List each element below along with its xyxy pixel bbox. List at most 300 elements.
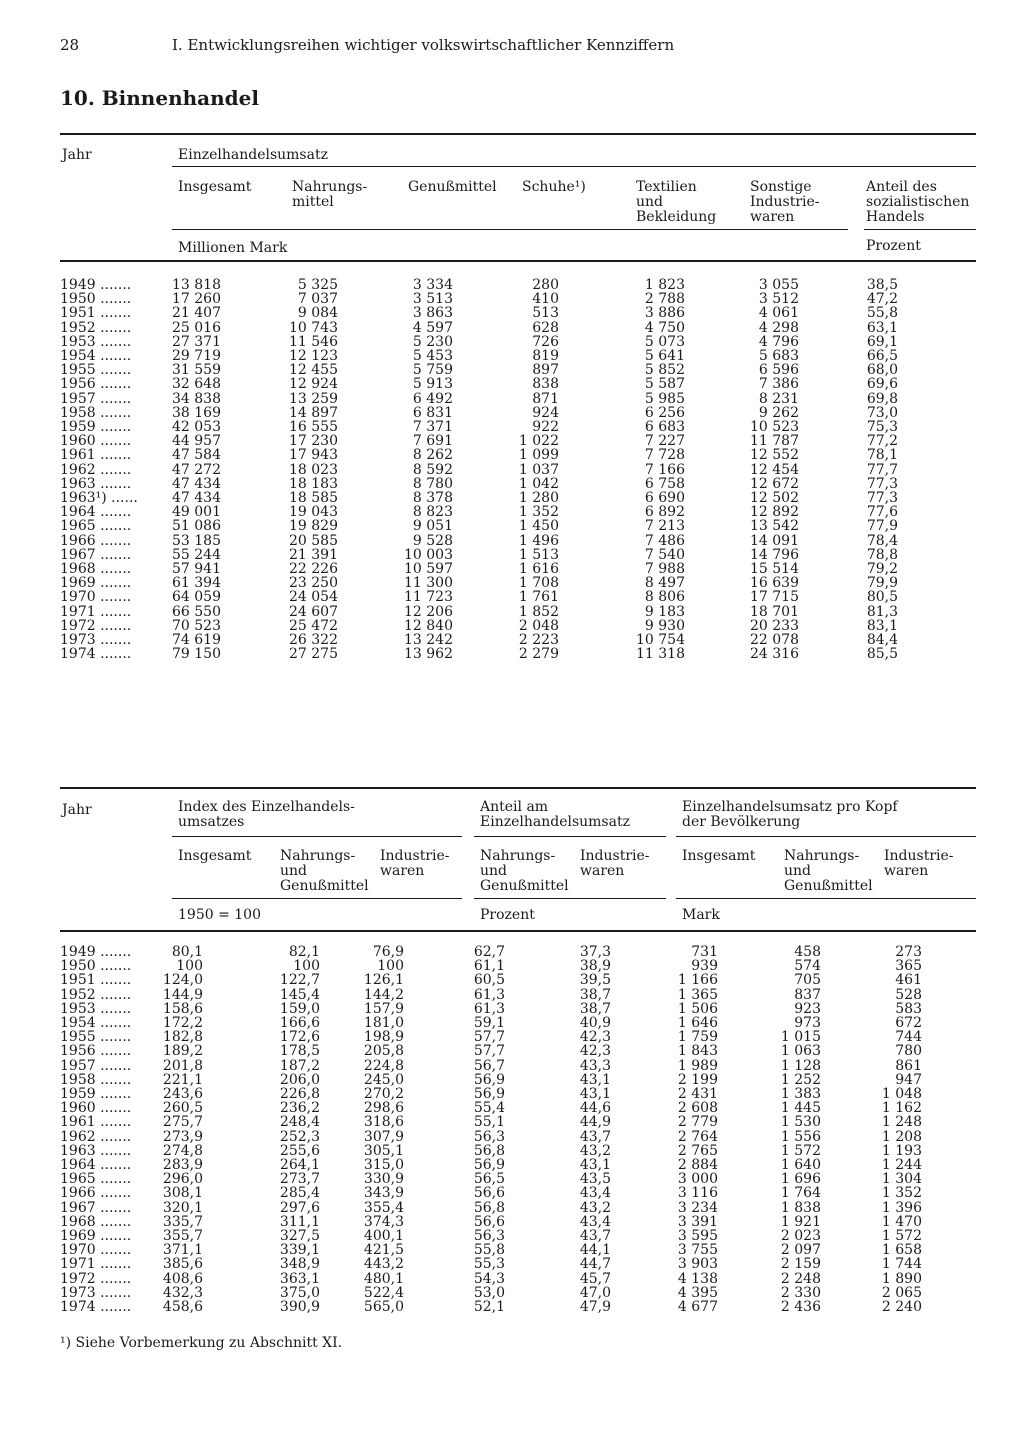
index-insgesamt-cell: 274,8 bbox=[162, 1142, 203, 1159]
genussmittel-cell: 5 230 bbox=[412, 333, 453, 350]
nahrungsmittel-cell: 22 226 bbox=[289, 561, 338, 577]
table1-unit-rule-right bbox=[864, 229, 976, 230]
nahrungsmittel-cell: 5 325 bbox=[297, 277, 338, 293]
table2-col-kopf-nahrung: Nahrungs- und Genußmittel bbox=[784, 848, 873, 894]
year-cell: 1959 ....... bbox=[60, 419, 132, 435]
anteil-nahrung-cell: 56,5 bbox=[473, 1171, 505, 1188]
nahrungsmittel-cell: 19 829 bbox=[289, 518, 338, 535]
anteil-nahrung-cell: 52,1 bbox=[473, 1299, 505, 1315]
anteil-nahrung-cell: 57,7 bbox=[473, 1043, 505, 1060]
sonstige-cell: 11 787 bbox=[750, 433, 799, 450]
insgesamt-cell: 47 272 bbox=[172, 461, 221, 478]
index-insgesamt-cell: 100 bbox=[176, 958, 203, 975]
year-cell: 1956 ....... bbox=[60, 376, 132, 393]
kopf-insgesamt-cell: 2 884 bbox=[677, 1157, 718, 1173]
table2-header-bottom-rule bbox=[60, 930, 976, 932]
year-cell: 1962 ....... bbox=[60, 1128, 132, 1145]
index-insgesamt-cell: 275,7 bbox=[162, 1114, 203, 1131]
kopf-industrie-cell: 1 572 bbox=[881, 1228, 922, 1244]
anteil-nahrung-cell: 60,5 bbox=[473, 972, 505, 989]
table1-col-schuhe: Schuhe¹) bbox=[522, 179, 586, 195]
year-cell: 1963¹) ...... bbox=[60, 490, 138, 506]
kopf-industrie-cell: 1 470 bbox=[881, 1213, 922, 1230]
table2-unit-rule-3 bbox=[676, 898, 976, 899]
year-cell: 1957 ....... bbox=[60, 1057, 132, 1074]
textilien-cell: 5 852 bbox=[644, 362, 685, 379]
insgesamt-cell: 27 371 bbox=[172, 333, 221, 350]
table2-unit-prozent: Prozent bbox=[480, 907, 535, 923]
kopf-insgesamt-cell: 1 989 bbox=[677, 1057, 718, 1074]
kopf-insgesamt-cell: 4 395 bbox=[677, 1284, 718, 1301]
anteil-nahrung-cell: 56,7 bbox=[473, 1057, 505, 1074]
nahrungsmittel-cell: 17 943 bbox=[289, 447, 338, 464]
sonstige-cell: 18 701 bbox=[750, 603, 799, 620]
table2-group-anteil: Anteil am Einzelhandelsumsatz bbox=[480, 799, 630, 830]
anteil-cell: 79,2 bbox=[866, 561, 898, 577]
insgesamt-cell: 79 150 bbox=[172, 646, 221, 663]
textilien-cell: 6 256 bbox=[644, 404, 685, 421]
anteil-nahrung-cell: 55,3 bbox=[473, 1256, 505, 1273]
year-cell: 1960 ....... bbox=[60, 433, 132, 450]
kopf-insgesamt-cell: 3 234 bbox=[677, 1199, 718, 1216]
kopf-industrie-cell: 744 bbox=[895, 1029, 922, 1046]
sonstige-cell: 16 639 bbox=[750, 575, 799, 592]
anteil-industrie-cell: 43,4 bbox=[579, 1213, 611, 1230]
genussmittel-cell: 6 492 bbox=[412, 390, 453, 407]
kopf-nahrung-cell: 1 556 bbox=[780, 1128, 821, 1145]
index-nahrung-cell: 375,0 bbox=[279, 1284, 320, 1301]
anteil-nahrung-cell: 55,4 bbox=[473, 1100, 505, 1117]
kopf-insgesamt-cell: 4 138 bbox=[677, 1270, 718, 1287]
index-nahrung-cell: 285,4 bbox=[279, 1185, 320, 1202]
index-nahrung-cell: 252,3 bbox=[279, 1128, 320, 1145]
index-industrie-cell: 157,9 bbox=[363, 1000, 404, 1017]
textilien-cell: 6 690 bbox=[644, 490, 685, 506]
sonstige-cell: 12 892 bbox=[750, 504, 799, 521]
anteil-cell: 77,2 bbox=[866, 433, 898, 450]
kopf-industrie-cell: 1 744 bbox=[881, 1256, 922, 1273]
year-cell: 1966 ....... bbox=[60, 532, 132, 549]
textilien-cell: 2 788 bbox=[644, 291, 685, 308]
kopf-nahrung-cell: 1 921 bbox=[780, 1213, 821, 1230]
index-insgesamt-cell: 371,1 bbox=[162, 1242, 203, 1259]
schuhe-cell: 628 bbox=[532, 319, 559, 336]
insgesamt-cell: 47 434 bbox=[172, 490, 221, 506]
year-cell: 1949 ....... bbox=[60, 277, 132, 293]
insgesamt-cell: 31 559 bbox=[172, 362, 221, 379]
textilien-cell: 7 540 bbox=[644, 546, 685, 563]
kopf-insgesamt-cell: 3 391 bbox=[677, 1213, 718, 1230]
genussmittel-cell: 7 371 bbox=[412, 419, 453, 435]
textilien-cell: 7 988 bbox=[644, 561, 685, 577]
index-industrie-cell: 315,0 bbox=[363, 1157, 404, 1173]
genussmittel-cell: 7 691 bbox=[412, 433, 453, 450]
year-cell: 1954 ....... bbox=[60, 348, 132, 364]
table2-col-index-nahrung: Nahrungs- und Genußmittel bbox=[280, 848, 369, 894]
schuhe-cell: 838 bbox=[532, 376, 559, 393]
kopf-nahrung-cell: 705 bbox=[794, 972, 821, 989]
table2-col-index-industrie: Industrie- waren bbox=[380, 848, 450, 879]
kopf-nahrung-cell: 1 015 bbox=[780, 1029, 821, 1046]
index-nahrung-cell: 206,0 bbox=[279, 1071, 320, 1088]
textilien-cell: 6 758 bbox=[644, 475, 685, 492]
anteil-industrie-cell: 43,7 bbox=[579, 1228, 611, 1244]
index-industrie-cell: 400,1 bbox=[363, 1228, 404, 1244]
kopf-nahrung-cell: 1 128 bbox=[780, 1057, 821, 1074]
kopf-insgesamt-cell: 2 431 bbox=[677, 1086, 718, 1102]
year-cell: 1969 ....... bbox=[60, 1228, 132, 1244]
textilien-cell: 7 728 bbox=[644, 447, 685, 464]
anteil-cell: 68,0 bbox=[866, 362, 898, 379]
kopf-industrie-cell: 1 658 bbox=[881, 1242, 922, 1259]
insgesamt-cell: 25 016 bbox=[172, 319, 221, 336]
anteil-industrie-cell: 44,1 bbox=[579, 1242, 611, 1259]
kopf-industrie-cell: 1 048 bbox=[881, 1086, 922, 1102]
kopf-insgesamt-cell: 2 764 bbox=[677, 1128, 718, 1145]
year-cell: 1973 ....... bbox=[60, 632, 132, 648]
genussmittel-cell: 9 528 bbox=[412, 532, 453, 549]
nahrungsmittel-cell: 7 037 bbox=[297, 291, 338, 308]
index-nahrung-cell: 339,1 bbox=[279, 1242, 320, 1259]
year-cell: 1950 ....... bbox=[60, 291, 132, 308]
genussmittel-cell: 5 913 bbox=[412, 376, 453, 393]
anteil-cell: 81,3 bbox=[866, 603, 898, 620]
genussmittel-cell: 3 863 bbox=[412, 305, 453, 322]
table1-col-nahrungsmittel: Nahrungs- mittel bbox=[292, 179, 368, 210]
anteil-industrie-cell: 38,7 bbox=[579, 1000, 611, 1017]
index-insgesamt-cell: 260,5 bbox=[162, 1100, 203, 1117]
index-insgesamt-cell: 144,9 bbox=[162, 986, 203, 1003]
table2-unit-rule-2 bbox=[474, 898, 666, 899]
kopf-nahrung-cell: 1 063 bbox=[780, 1043, 821, 1060]
sonstige-cell: 12 552 bbox=[750, 447, 799, 464]
year-cell: 1972 ....... bbox=[60, 1270, 132, 1287]
insgesamt-cell: 74 619 bbox=[172, 632, 221, 648]
genussmittel-cell: 12 840 bbox=[404, 617, 453, 634]
kopf-nahrung-cell: 574 bbox=[794, 958, 821, 975]
sonstige-cell: 4 796 bbox=[758, 333, 799, 350]
anteil-industrie-cell: 38,9 bbox=[579, 958, 611, 975]
anteil-nahrung-cell: 56,3 bbox=[473, 1128, 505, 1145]
index-industrie-cell: 224,8 bbox=[363, 1057, 404, 1074]
genussmittel-cell: 5 453 bbox=[412, 348, 453, 364]
index-nahrung-cell: 264,1 bbox=[279, 1157, 320, 1173]
genussmittel-cell: 5 759 bbox=[412, 362, 453, 379]
insgesamt-cell: 44 957 bbox=[172, 433, 221, 450]
anteil-cell: 73,0 bbox=[866, 404, 898, 421]
index-industrie-cell: 355,4 bbox=[363, 1199, 404, 1216]
index-industrie-cell: 205,8 bbox=[363, 1043, 404, 1060]
year-cell: 1965 ....... bbox=[60, 518, 132, 535]
anteil-cell: 77,6 bbox=[866, 504, 898, 521]
year-cell: 1970 ....... bbox=[60, 589, 132, 606]
insgesamt-cell: 53 185 bbox=[172, 532, 221, 549]
year-cell: 1969 ....... bbox=[60, 575, 132, 592]
textilien-cell: 6 892 bbox=[644, 504, 685, 521]
kopf-nahrung-cell: 837 bbox=[794, 986, 821, 1003]
table2-col-kopf-industrie: Industrie- waren bbox=[884, 848, 954, 879]
index-industrie-cell: 245,0 bbox=[363, 1071, 404, 1088]
insgesamt-cell: 21 407 bbox=[172, 305, 221, 322]
index-industrie-cell: 198,9 bbox=[363, 1029, 404, 1046]
year-cell: 1961 ....... bbox=[60, 1114, 132, 1131]
year-cell: 1971 ....... bbox=[60, 1256, 132, 1273]
insgesamt-cell: 61 394 bbox=[172, 575, 221, 592]
genussmittel-cell: 8 823 bbox=[412, 504, 453, 521]
year-cell: 1953 ....... bbox=[60, 1000, 132, 1017]
table2-group-rule-2 bbox=[474, 836, 666, 837]
table2-unit-index: 1950 = 100 bbox=[178, 907, 261, 923]
anteil-industrie-cell: 43,2 bbox=[579, 1199, 611, 1216]
kopf-industrie-cell: 861 bbox=[895, 1057, 922, 1074]
sonstige-cell: 15 514 bbox=[750, 561, 799, 577]
year-cell: 1955 ....... bbox=[60, 362, 132, 379]
kopf-nahrung-cell: 1 445 bbox=[780, 1100, 821, 1117]
kopf-nahrung-cell: 1 530 bbox=[780, 1114, 821, 1131]
genussmittel-cell: 3 334 bbox=[412, 277, 453, 293]
anteil-cell: 69,8 bbox=[866, 390, 898, 407]
footnote: ¹) Siehe Vorbemerkung zu Abschnitt XI. bbox=[60, 1335, 343, 1351]
schuhe-cell: 1 280 bbox=[518, 490, 559, 506]
nahrungsmittel-cell: 12 924 bbox=[289, 376, 338, 393]
anteil-cell: 38,5 bbox=[866, 277, 898, 293]
schuhe-cell: 726 bbox=[532, 333, 559, 350]
anteil-nahrung-cell: 55,8 bbox=[473, 1242, 505, 1259]
anteil-nahrung-cell: 62,7 bbox=[473, 944, 505, 960]
textilien-cell: 8 497 bbox=[644, 575, 685, 592]
schuhe-cell: 1 022 bbox=[518, 433, 559, 450]
year-cell: 1952 ....... bbox=[60, 319, 132, 336]
kopf-industrie-cell: 1 208 bbox=[881, 1128, 922, 1145]
year-cell: 1963 ....... bbox=[60, 1142, 132, 1159]
table1-stub-head: Jahr bbox=[62, 147, 92, 163]
index-nahrung-cell: 172,6 bbox=[279, 1029, 320, 1046]
index-nahrung-cell: 348,9 bbox=[279, 1256, 320, 1273]
kopf-industrie-cell: 1 248 bbox=[881, 1114, 922, 1131]
table2-col-anteil-nahrung: Nahrungs- und Genußmittel bbox=[480, 848, 569, 894]
anteil-cell: 66,5 bbox=[866, 348, 898, 364]
sonstige-cell: 24 316 bbox=[750, 646, 799, 663]
table1-header-bottom-rule bbox=[60, 260, 976, 262]
anteil-industrie-cell: 43,4 bbox=[579, 1185, 611, 1202]
kopf-nahrung-cell: 973 bbox=[794, 1015, 821, 1031]
anteil-nahrung-cell: 57,7 bbox=[473, 1029, 505, 1046]
kopf-nahrung-cell: 1 572 bbox=[780, 1142, 821, 1159]
page-number: 28 bbox=[60, 36, 80, 54]
kopf-industrie-cell: 1 396 bbox=[881, 1199, 922, 1216]
table2-group-rule-1 bbox=[172, 836, 462, 837]
genussmittel-cell: 3 513 bbox=[412, 291, 453, 308]
sonstige-cell: 4 061 bbox=[758, 305, 799, 322]
index-nahrung-cell: 248,4 bbox=[279, 1114, 320, 1131]
index-industrie-cell: 421,5 bbox=[363, 1242, 404, 1259]
kopf-insgesamt-cell: 1 646 bbox=[677, 1015, 718, 1031]
schuhe-cell: 280 bbox=[532, 277, 559, 293]
anteil-nahrung-cell: 56,8 bbox=[473, 1199, 505, 1216]
table2-unit-rule-1 bbox=[172, 898, 462, 899]
year-cell: 1967 ....... bbox=[60, 1199, 132, 1216]
anteil-cell: 63,1 bbox=[866, 319, 898, 336]
kopf-insgesamt-cell: 1 365 bbox=[677, 986, 718, 1003]
nahrungsmittel-cell: 27 275 bbox=[289, 646, 338, 663]
kopf-insgesamt-cell: 3 903 bbox=[677, 1256, 718, 1273]
anteil-industrie-cell: 47,0 bbox=[579, 1284, 611, 1301]
index-insgesamt-cell: 273,9 bbox=[162, 1128, 203, 1145]
index-nahrung-cell: 159,0 bbox=[279, 1000, 320, 1017]
anteil-industrie-cell: 42,3 bbox=[579, 1029, 611, 1046]
kopf-industrie-cell: 2 065 bbox=[881, 1284, 922, 1301]
nahrungsmittel-cell: 16 555 bbox=[289, 419, 338, 435]
index-nahrung-cell: 122,7 bbox=[279, 972, 320, 989]
anteil-nahrung-cell: 61,3 bbox=[473, 1000, 505, 1017]
textilien-cell: 10 754 bbox=[636, 632, 685, 648]
nahrungsmittel-cell: 10 743 bbox=[289, 319, 338, 336]
table2-col-kopf-insgesamt: Insgesamt bbox=[682, 848, 756, 864]
index-insgesamt-cell: 124,0 bbox=[162, 972, 203, 989]
genussmittel-cell: 13 242 bbox=[404, 632, 453, 648]
table2-col-anteil-industrie: Industrie- waren bbox=[580, 848, 650, 879]
kopf-nahrung-cell: 2 023 bbox=[780, 1228, 821, 1244]
anteil-industrie-cell: 43,2 bbox=[579, 1142, 611, 1159]
index-nahrung-cell: 145,4 bbox=[279, 986, 320, 1003]
index-insgesamt-cell: 221,1 bbox=[162, 1071, 203, 1088]
anteil-industrie-cell: 44,9 bbox=[579, 1114, 611, 1131]
year-cell: 1965 ....... bbox=[60, 1171, 132, 1188]
table1-group-head: Einzelhandelsumsatz bbox=[178, 147, 328, 163]
anteil-cell: 80,5 bbox=[866, 589, 898, 606]
schuhe-cell: 1 352 bbox=[518, 504, 559, 521]
kopf-industrie-cell: 583 bbox=[895, 1000, 922, 1017]
textilien-cell: 7 227 bbox=[644, 433, 685, 450]
genussmittel-cell: 13 962 bbox=[404, 646, 453, 663]
kopf-nahrung-cell: 1 764 bbox=[780, 1185, 821, 1202]
table1-group-rule bbox=[172, 166, 976, 167]
anteil-industrie-cell: 43,1 bbox=[579, 1157, 611, 1173]
year-cell: 1974 ....... bbox=[60, 646, 132, 663]
sonstige-cell: 8 231 bbox=[758, 390, 799, 407]
index-nahrung-cell: 311,1 bbox=[279, 1213, 320, 1230]
genussmittel-cell: 8 378 bbox=[412, 490, 453, 506]
index-industrie-cell: 126,1 bbox=[363, 972, 404, 989]
index-insgesamt-cell: 320,1 bbox=[162, 1199, 203, 1216]
year-cell: 1964 ....... bbox=[60, 504, 132, 521]
sonstige-cell: 10 523 bbox=[750, 419, 799, 435]
index-industrie-cell: 443,2 bbox=[363, 1256, 404, 1273]
kopf-industrie-cell: 1 352 bbox=[881, 1185, 922, 1202]
nahrungsmittel-cell: 24 054 bbox=[289, 589, 338, 606]
anteil-industrie-cell: 43,3 bbox=[579, 1057, 611, 1074]
kopf-insgesamt-cell: 2 608 bbox=[677, 1100, 718, 1117]
nahrungsmittel-cell: 19 043 bbox=[289, 504, 338, 521]
nahrungsmittel-cell: 20 585 bbox=[289, 532, 338, 549]
anteil-industrie-cell: 37,3 bbox=[579, 944, 611, 960]
genussmittel-cell: 11 723 bbox=[404, 589, 453, 606]
schuhe-cell: 819 bbox=[532, 348, 559, 364]
insgesamt-cell: 51 086 bbox=[172, 518, 221, 535]
anteil-industrie-cell: 44,7 bbox=[579, 1256, 611, 1273]
kopf-industrie-cell: 1 244 bbox=[881, 1157, 922, 1173]
year-cell: 1970 ....... bbox=[60, 1242, 132, 1259]
index-insgesamt-cell: 80,1 bbox=[171, 944, 203, 960]
nahrungsmittel-cell: 24 607 bbox=[289, 603, 338, 620]
textilien-cell: 5 587 bbox=[644, 376, 685, 393]
kopf-industrie-cell: 672 bbox=[895, 1015, 922, 1031]
anteil-cell: 55,8 bbox=[866, 305, 898, 322]
year-cell: 1971 ....... bbox=[60, 603, 132, 620]
schuhe-cell: 1 496 bbox=[518, 532, 559, 549]
kopf-nahrung-cell: 923 bbox=[794, 1000, 821, 1017]
year-cell: 1961 ....... bbox=[60, 447, 132, 464]
table2-top-rule bbox=[60, 787, 976, 789]
table2-stub-head: Jahr bbox=[62, 802, 92, 818]
sonstige-cell: 5 683 bbox=[758, 348, 799, 364]
insgesamt-cell: 55 244 bbox=[172, 546, 221, 563]
index-insgesamt-cell: 201,8 bbox=[162, 1057, 203, 1074]
anteil-nahrung-cell: 56,8 bbox=[473, 1142, 505, 1159]
kopf-industrie-cell: 1 193 bbox=[881, 1142, 922, 1159]
index-insgesamt-cell: 432,3 bbox=[162, 1284, 203, 1301]
index-insgesamt-cell: 182,8 bbox=[162, 1029, 203, 1046]
index-nahrung-cell: 82,1 bbox=[288, 944, 320, 960]
index-nahrung-cell: 390,9 bbox=[279, 1299, 320, 1315]
index-nahrung-cell: 297,6 bbox=[279, 1199, 320, 1216]
kopf-insgesamt-cell: 2 765 bbox=[677, 1142, 718, 1159]
anteil-cell: 78,1 bbox=[866, 447, 898, 464]
index-insgesamt-cell: 283,9 bbox=[162, 1157, 203, 1173]
kopf-insgesamt-cell: 3 755 bbox=[677, 1242, 718, 1259]
anteil-cell: 77,9 bbox=[866, 518, 898, 535]
year-cell: 1956 ....... bbox=[60, 1043, 132, 1060]
index-nahrung-cell: 327,5 bbox=[279, 1228, 320, 1244]
anteil-nahrung-cell: 56,9 bbox=[473, 1086, 505, 1102]
year-cell: 1951 ....... bbox=[60, 305, 132, 322]
table2-body bbox=[60, 945, 976, 1320]
anteil-nahrung-cell: 53,0 bbox=[473, 1284, 505, 1301]
sonstige-cell: 7 386 bbox=[758, 376, 799, 393]
anteil-industrie-cell: 43,1 bbox=[579, 1086, 611, 1102]
kopf-industrie-cell: 528 bbox=[895, 986, 922, 1003]
genussmittel-cell: 10 597 bbox=[404, 561, 453, 577]
kopf-industrie-cell: 461 bbox=[895, 972, 922, 989]
genussmittel-cell: 11 300 bbox=[404, 575, 453, 592]
year-cell: 1958 ....... bbox=[60, 1071, 132, 1088]
index-industrie-cell: 522,4 bbox=[363, 1284, 404, 1301]
genussmittel-cell: 8 780 bbox=[412, 475, 453, 492]
kopf-nahrung-cell: 2 330 bbox=[780, 1284, 821, 1301]
kopf-insgesamt-cell: 939 bbox=[691, 958, 718, 975]
index-nahrung-cell: 100 bbox=[293, 958, 320, 975]
year-cell: 1972 ....... bbox=[60, 617, 132, 634]
kopf-insgesamt-cell: 1 759 bbox=[677, 1029, 718, 1046]
index-insgesamt-cell: 408,6 bbox=[162, 1270, 203, 1287]
table-row bbox=[60, 647, 976, 662]
insgesamt-cell: 32 648 bbox=[172, 376, 221, 393]
textilien-cell: 9 183 bbox=[644, 603, 685, 620]
index-nahrung-cell: 236,2 bbox=[279, 1100, 320, 1117]
index-industrie-cell: 100 bbox=[377, 958, 404, 975]
index-insgesamt-cell: 355,7 bbox=[162, 1228, 203, 1244]
year-cell: 1951 ....... bbox=[60, 972, 132, 989]
table1-unit-rule-left bbox=[172, 229, 848, 230]
schuhe-cell: 2 048 bbox=[518, 617, 559, 634]
anteil-cell: 79,9 bbox=[866, 575, 898, 592]
kopf-industrie-cell: 1 304 bbox=[881, 1171, 922, 1188]
index-industrie-cell: 270,2 bbox=[363, 1086, 404, 1102]
schuhe-cell: 1 042 bbox=[518, 475, 559, 492]
index-nahrung-cell: 273,7 bbox=[279, 1171, 320, 1188]
kopf-nahrung-cell: 2 159 bbox=[780, 1256, 821, 1273]
kopf-nahrung-cell: 1 640 bbox=[780, 1157, 821, 1173]
